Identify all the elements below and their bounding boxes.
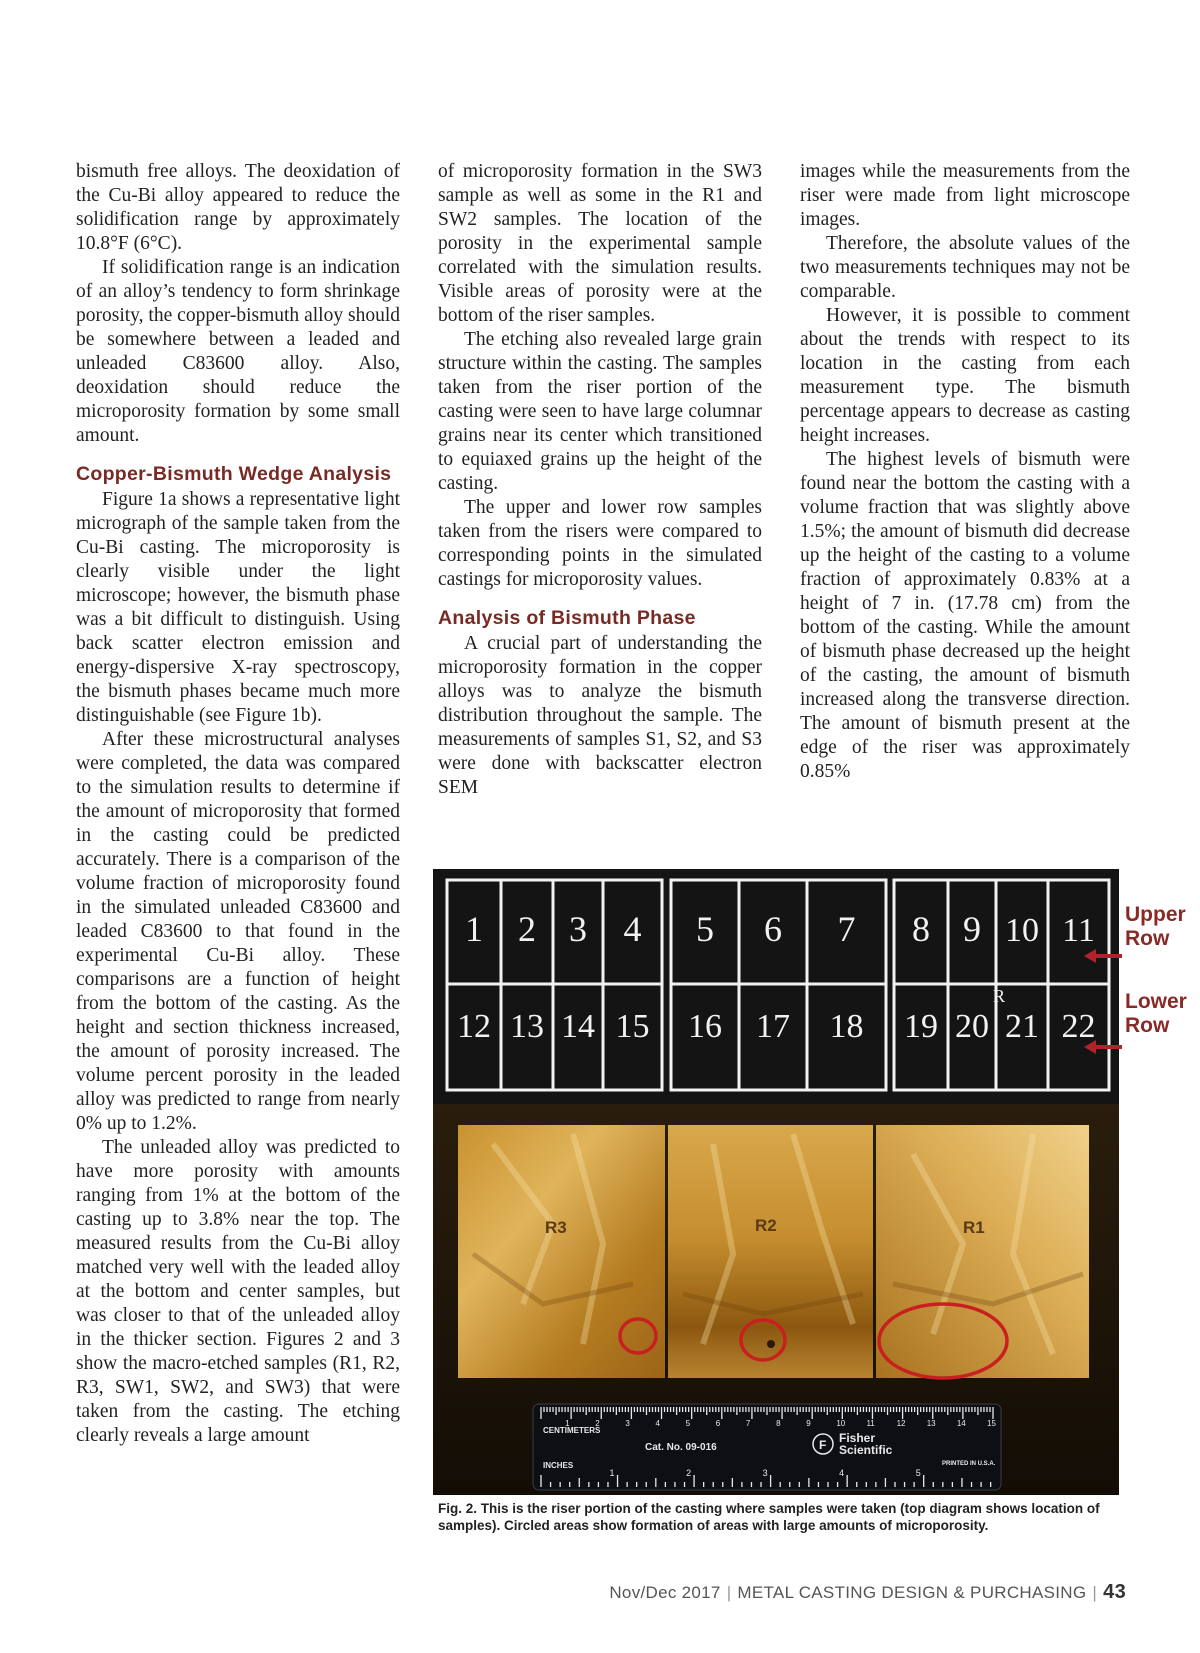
sample-label-upper: 6 xyxy=(764,909,782,949)
section-heading: Analysis of Bismuth Phase xyxy=(438,607,696,629)
row-label-lower: Lower Row xyxy=(1125,990,1187,1037)
ruler-cm-number: 14 xyxy=(956,1419,966,1428)
sample-label-lower: 21 xyxy=(1005,1008,1039,1045)
riser-label: R3 xyxy=(545,1218,567,1237)
paragraph: images while the measurements from the riser were made from light microscope images. xyxy=(800,161,1130,230)
ruler xyxy=(533,1404,1001,1490)
figure-caption: Fig. 2. This is the riser portion of the casting where samples were taken (top diagram shows location of samples). Circled areas show formation of areas with large amounts of microporosity. xyxy=(438,1501,1100,1533)
sample-label-lower: 16 xyxy=(688,1008,722,1045)
svg-text:F: F xyxy=(819,1438,827,1452)
riser-label: R2 xyxy=(755,1216,777,1235)
sample-label-upper: 3 xyxy=(569,909,587,949)
riser-sample-r1 xyxy=(876,1125,1089,1378)
paragraph: The unleaded alloy was predicted to have more porosity with amounts ranging from 1% at the bottom of the casting up to 3.8% near the top. The measured results from the Cu-Bi alloy matched very well with the leaded alloy at the bottom and center samples, but was closer to that of the unleaded alloy in the thicker section. Figures 2 and 3 show the macro-etched samples (R1, R2, R3, SW1, SW2, and SW3) that were taken from the casting. The etching clearly reveals a large amount xyxy=(76,1137,400,1446)
riser-photo xyxy=(433,1104,1119,1495)
ruler-cm-number: 1 xyxy=(565,1419,570,1428)
text-column-1 xyxy=(76,160,400,1448)
section-heading: Copper-Bismuth Wedge Analysis xyxy=(76,463,392,485)
sample-label-lower: 14 xyxy=(561,1008,595,1045)
sample-location-diagram xyxy=(433,869,1119,1104)
paragraph: If solidification range is an indication of an alloy’s tendency to form shrinkage porosity, the copper-bismuth alloy should be somewhere between a leaded and unleaded C83600 alloy. Also, deoxidation should reduce the microporosity formation by some small amount. xyxy=(76,257,400,446)
paragraph: However, it is possible to comment about the trends with respect to its location in the casting from each measurement type. The bismuth percentage appears to decrease as casting height increases. xyxy=(800,305,1130,446)
row-label-upper: Upper Row xyxy=(1125,903,1186,950)
sample-label-lower: 13 xyxy=(510,1008,544,1045)
paragraph: of microporosity formation in the SW3 sample as well as some in the R1 and SW2 samples. The location of the porosity in the experimental sample correlated with the simulation results. Visible areas of porosity were at the bottom of the riser samples. xyxy=(438,161,762,326)
paragraph: bismuth free alloys. The deoxidation of the Cu-Bi alloy appeared to reduce the solidification range by approximately 10.8°F (6°C). xyxy=(76,161,400,254)
sample-label-lower: 19 xyxy=(904,1008,938,1045)
sample-label-lower: 18 xyxy=(829,1008,864,1045)
ruler-inch-number: 1 xyxy=(609,1468,615,1478)
sample-label-upper: 1 xyxy=(465,909,483,949)
sample-label-upper: 2 xyxy=(518,909,536,949)
sample-label-upper: 11 xyxy=(1062,912,1095,949)
footer-issue: Nov/Dec 2017 xyxy=(609,1583,721,1602)
ruler-catalog: Cat. No. 09-016 xyxy=(645,1442,717,1453)
paragraph: The highest levels of bismuth were found near the bottom the casting with a volume fraction that was slightly above 1.5%; the amount of bismuth did decrease up the height of the casting to a volume fraction of approximately 0.83% at a height of 7 in. (17.78 cm) from the bottom of the casting. While the amount of bismuth phase decreased up the height of the casting, the amount of bismuth increased along the transverse direction. The amount of bismuth present at the edge of the riser was approximately 0.85% xyxy=(800,449,1130,782)
text-column-3 xyxy=(800,160,1130,784)
ruler-cm-number: 7 xyxy=(745,1419,751,1428)
sample-label-upper: 8 xyxy=(912,909,930,949)
ruler-cm-number: 3 xyxy=(625,1419,630,1428)
sample-label-lower: 12 xyxy=(457,1008,491,1045)
ruler-top-unit: CENTIMETERS xyxy=(543,1426,601,1435)
ruler-cm-number: 6 xyxy=(715,1419,721,1428)
sample-label-upper: 7 xyxy=(837,909,856,949)
ruler-cm-number: 11 xyxy=(866,1419,875,1428)
text-column-2 xyxy=(438,160,762,800)
ruler-cm-number: 12 xyxy=(896,1419,906,1428)
paragraph: Therefore, the absolute values of the two measurements techniques may not be comparable. xyxy=(800,233,1130,302)
ruler-brand: Fisher Scientific xyxy=(839,1431,893,1457)
upper-row-arrow-icon xyxy=(1082,948,1124,964)
paragraph: Figure 1a shows a representative light micrograph of the sample taken from the Cu-Bi casting. The microporosity is clearly visible under the light microscope; however, the bismuth phase was a bit difficult to distinguish. Using back scatter electron emission and energy-dispersive X-ray spectroscopy, the bismuth phases became much more distinguishable (see Figure 1b). xyxy=(76,489,400,726)
sample-label-lower: 22 xyxy=(1061,1008,1096,1045)
ruler-cm-number: 13 xyxy=(926,1419,936,1428)
footer-magazine: METAL CASTING DESIGN & PURCHASING xyxy=(737,1583,1087,1602)
sample-label-lower: 17 xyxy=(756,1008,790,1045)
lower-row-arrow-icon xyxy=(1082,1039,1124,1055)
riser-label: R1 xyxy=(963,1218,985,1237)
ruler-cm-number: 2 xyxy=(595,1419,600,1428)
paragraph: A crucial part of understanding the microporosity formation in the copper alloys was to analyze the bismuth distribution throughout the sample. The measurements of samples S1, S2, and S3 were done with backscatter electron SEM xyxy=(438,633,762,798)
sample-label-upper: 5 xyxy=(696,909,714,949)
ruler-cm-number: 15 xyxy=(987,1419,996,1428)
ruler-inch-number: 3 xyxy=(762,1468,768,1478)
sample-label-upper: 9 xyxy=(963,909,981,949)
ruler-cm-number: 4 xyxy=(655,1419,660,1428)
paragraph: After these microstructural analyses were completed, the data was compared to the simulation results to determine if the amount of microporosity that formed in the casting could be predicted accurately. There is a comparison of the volume fraction of microporosity found in the simulated unleaded C83600 and leaded C83600 to that found in the experimental Cu-Bi alloy. These comparisons are a function of height from the bottom of the casting. As the height and section thickness increased, the amount of porosity increased. The volume percent porosity in the leaded alloy was predicted to range from nearly 0% up to 1.2%. xyxy=(76,729,400,1134)
sample-label-lower: 15 xyxy=(615,1008,650,1045)
ruler-cm-number: 9 xyxy=(806,1419,811,1428)
ruler-cm-number: 8 xyxy=(776,1419,781,1428)
ruler-inch-number: 4 xyxy=(839,1468,845,1478)
ruler-bottom-unit: INCHES xyxy=(543,1461,574,1470)
sample-label-upper: 4 xyxy=(623,909,642,949)
ruler-origin: PRINTED IN U.S.A. xyxy=(942,1461,996,1467)
paragraph: The etching also revealed large grain structure within the casting. The samples taken from the riser portion of the casting were seen to have large columnar grains near its center which transitioned to equiaxed grains up the height of the casting. xyxy=(438,329,762,494)
stray-mark: R xyxy=(993,986,1006,1006)
sample-label-upper: 10 xyxy=(1005,912,1039,949)
page-footer: Nov/Dec 2017 | METAL CASTING DESIGN & PURCHASING | 43 xyxy=(609,1581,1126,1603)
sample-label-lower: 20 xyxy=(955,1008,989,1045)
figure-2 xyxy=(433,869,1119,1495)
ruler-inch-number: 5 xyxy=(915,1468,921,1478)
ruler-inch-number: 2 xyxy=(686,1468,692,1478)
ruler-cm-number: 5 xyxy=(685,1419,691,1428)
ruler-cm-number: 10 xyxy=(836,1419,846,1428)
riser-sample-r3 xyxy=(458,1125,665,1378)
page-number: 43 xyxy=(1103,1581,1126,1603)
paragraph: The upper and lower row samples taken from the risers were compared to corresponding points in the simulated castings for microporosity values. xyxy=(438,497,762,590)
